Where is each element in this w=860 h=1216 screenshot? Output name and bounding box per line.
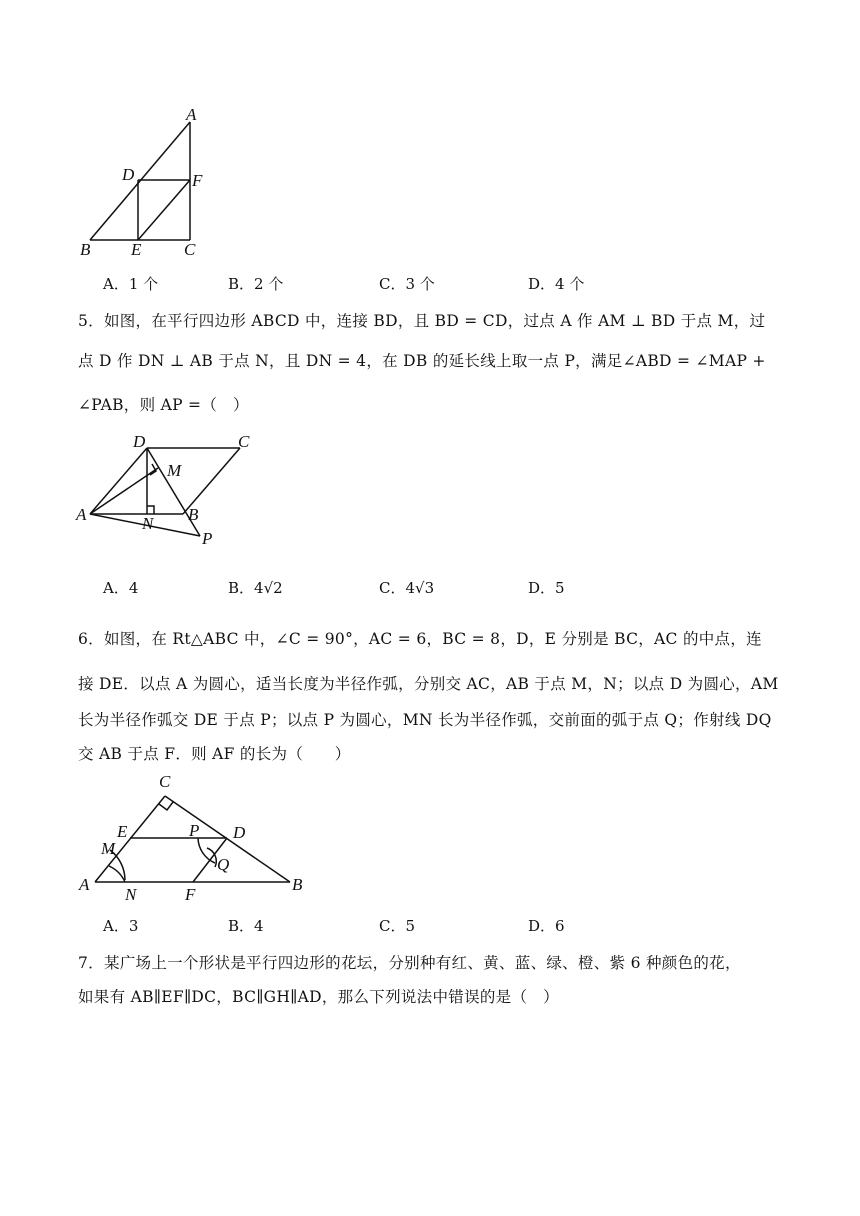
q5-line-3: ∠PAB，则 AP =（ ） <box>78 396 249 414</box>
label-P: P <box>189 821 200 840</box>
q6-line-1: 6．如图，在 Rt△ABC 中，∠C = 90°，AC = 6，BC = 8，D，E 分别是 BC，AC 的中点，连 <box>78 630 762 648</box>
figure-q5-svg <box>70 428 270 558</box>
label-C: C <box>159 772 171 791</box>
q4-option-b[interactable]: B．2 个 <box>228 275 284 293</box>
label-D: D <box>133 432 146 451</box>
label-F: F <box>192 171 203 190</box>
q5-option-b[interactable]: B．4√2 <box>228 579 283 597</box>
label-B: B <box>188 505 199 524</box>
figure-q4 <box>70 100 230 270</box>
label-M: M <box>101 839 116 858</box>
figure-q6 <box>75 770 315 910</box>
q5-option-d[interactable]: D．5 <box>528 579 565 597</box>
label-N: N <box>125 885 137 904</box>
q6-option-c[interactable]: C．5 <box>379 917 416 935</box>
label-A: A <box>79 875 90 894</box>
q5-option-a[interactable]: A．4 <box>103 579 139 597</box>
q5-option-c[interactable]: C．4√3 <box>379 579 435 597</box>
q6-line-2: 接 DE．以点 A 为圆心，适当长度为半径作弧，分别交 AC，AB 于点 M，N；以点 D 为圆心，AM <box>78 675 779 693</box>
q6-option-a[interactable]: A．3 <box>103 917 139 935</box>
label-E: E <box>131 240 142 259</box>
right-angle-c <box>159 802 173 810</box>
q6-line-4: 交 AB 于点 F．则 AF 的长为（ ） <box>78 745 351 763</box>
label-E: E <box>117 822 128 841</box>
label-M: M <box>167 461 182 480</box>
q6-option-d[interactable]: D．6 <box>528 917 565 935</box>
seg-EF <box>138 180 190 240</box>
label-N: N <box>142 514 154 533</box>
right-angle-n <box>147 506 154 514</box>
label-P: P <box>202 529 213 548</box>
q4-option-d[interactable]: D．4 个 <box>528 275 585 293</box>
figure-q4-svg <box>70 100 230 270</box>
label-F: F <box>185 885 196 904</box>
q6-line-3: 长为半径作弧交 DE 于点 P；以点 P 为圆心，MN 长为半径作弧，交前面的弧于点 Q；作射线 DQ <box>78 711 772 729</box>
label-A: A <box>76 505 87 524</box>
label-D: D <box>233 823 246 842</box>
figure-q6-svg <box>75 770 315 910</box>
q7-line-2: 如果有 AB∥EF∥DC，BC∥GH∥AD，那么下列说法中错误的是（ ） <box>78 988 559 1006</box>
q5-line-1: 5．如图，在平行四边形 ABCD 中，连接 BD，且 BD = CD，过点 A 作 AM ⊥ BD 于点 M，过 <box>78 312 766 330</box>
q4-option-c[interactable]: C．3 个 <box>379 275 435 293</box>
label-Q: Q <box>217 855 230 874</box>
seg-BA <box>90 122 190 240</box>
q5-line-2: 点 D 作 DN ⊥ AB 于点 N，且 DN = 4，在 DB 的延长线上取一点 P，满足∠ABD = ∠MAP + <box>78 352 766 370</box>
q4-option-a[interactable]: A．1 个 <box>103 275 159 293</box>
label-D: D <box>122 165 135 184</box>
label-A: A <box>186 105 197 124</box>
q7-line-1: 7．某广场上一个形状是平行四边形的花坛，分别种有红、黄、蓝、绿、橙、紫 6 种颜色的花， <box>78 954 741 972</box>
label-C: C <box>184 240 196 259</box>
figure-q5 <box>70 428 270 558</box>
label-B: B <box>292 875 303 894</box>
q6-option-b[interactable]: B．4 <box>228 917 264 935</box>
label-C: C <box>238 432 250 451</box>
label-B: B <box>80 240 91 259</box>
